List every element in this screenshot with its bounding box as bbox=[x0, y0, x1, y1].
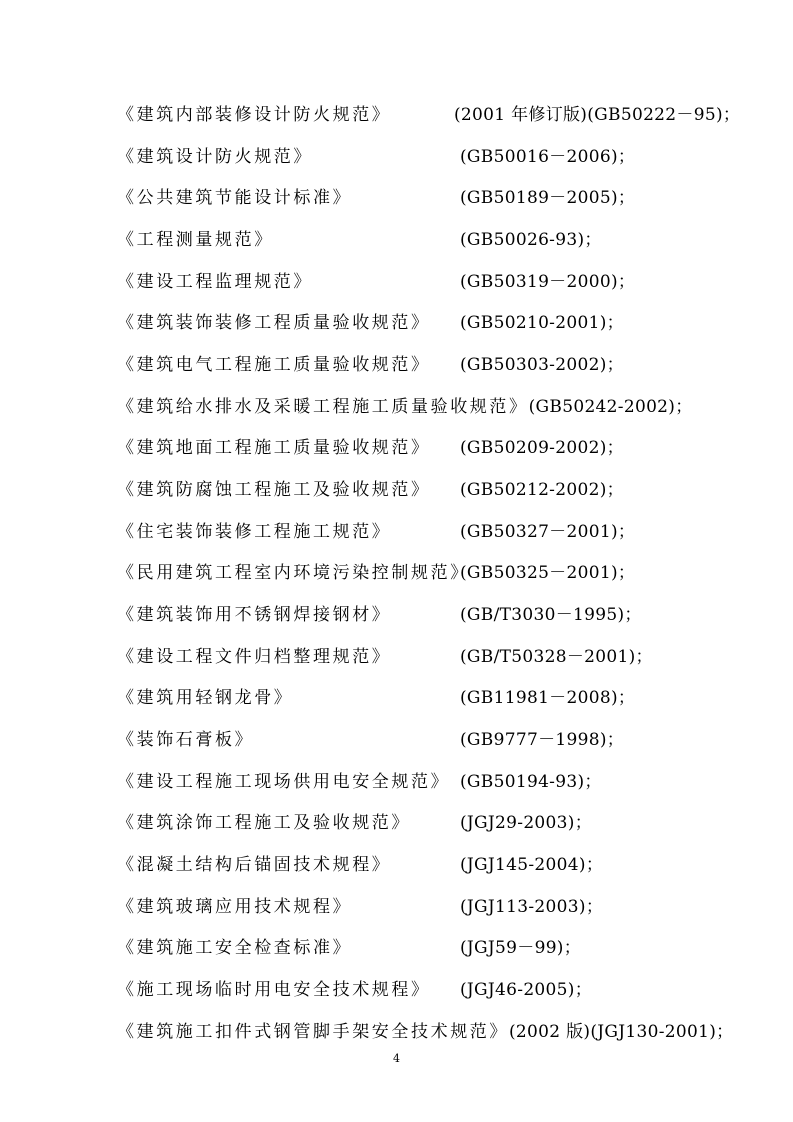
regulation-line bbox=[117, 642, 653, 672]
regulation-title: 《建筑装饰用不锈钢焊接钢材》 bbox=[117, 605, 392, 625]
regulation-code: (GB50026-93)； bbox=[460, 230, 602, 250]
regulation-line bbox=[117, 142, 636, 172]
regulation-code: (JGJ29-2003)； bbox=[460, 813, 593, 833]
regulation-code: (GB50209-2002)； bbox=[460, 438, 624, 458]
regulation-code: (GB50327－2001)； bbox=[460, 522, 636, 542]
regulation-title: 《建筑内部装修设计防火规范》 bbox=[117, 105, 392, 125]
regulation-title: 《建筑施工安全检查标准》 bbox=[117, 938, 353, 958]
regulation-line bbox=[117, 517, 636, 547]
regulation-title: 《建设工程监理规范》 bbox=[117, 272, 313, 292]
regulation-line bbox=[117, 725, 625, 755]
regulation-title: 《住宅装饰装修工程施工规范》 bbox=[117, 522, 392, 542]
regulation-title: 《民用建筑工程室内环境污染控制规范》 bbox=[117, 563, 470, 583]
regulation-title: 《建筑防腐蚀工程施工及验收规范》 bbox=[117, 480, 431, 500]
regulation-code: (2002 版)(JGJ130-2001)； bbox=[509, 1022, 734, 1042]
regulation-title: 《装饰石膏板》 bbox=[117, 730, 255, 750]
regulation-line bbox=[117, 392, 693, 422]
regulation-code: (GB9777－1998)； bbox=[460, 730, 625, 750]
regulation-line bbox=[117, 933, 582, 963]
regulation-title: 《建筑给水排水及采暖工程施工质量验收规范》 bbox=[117, 397, 529, 417]
regulation-line bbox=[117, 683, 636, 713]
regulation-line bbox=[117, 558, 636, 588]
regulation-title: 《工程测量规范》 bbox=[117, 230, 274, 250]
regulation-code: (JGJ46-2005)； bbox=[460, 980, 593, 1000]
regulation-code: (GB50303-2002)； bbox=[460, 355, 624, 375]
regulation-title: 《施工现场临时用电安全技术规程》 bbox=[117, 980, 431, 1000]
regulation-line bbox=[117, 767, 602, 797]
regulation-line bbox=[117, 1017, 733, 1047]
regulation-line bbox=[117, 225, 602, 255]
regulation-code: (GB50210-2001)； bbox=[460, 313, 624, 333]
page-number: 4 bbox=[393, 1052, 400, 1065]
regulation-title: 《混凝土结构后锚固技术规程》 bbox=[117, 855, 392, 875]
regulation-line bbox=[117, 183, 636, 213]
regulation-code: (GB/T50328－2001)； bbox=[460, 647, 653, 667]
regulation-code: (GB50242-2002)； bbox=[528, 397, 693, 417]
regulation-code: (JGJ145-2004)； bbox=[460, 855, 604, 875]
regulation-code: (GB50016－2006)； bbox=[460, 147, 636, 167]
regulation-code: (GB50319－2000)； bbox=[460, 272, 636, 292]
regulation-line bbox=[117, 808, 593, 838]
regulation-line bbox=[117, 600, 642, 630]
regulation-line bbox=[117, 308, 624, 338]
regulation-line bbox=[117, 850, 604, 880]
regulation-title: 《建筑玻璃应用技术规程》 bbox=[117, 897, 353, 917]
regulation-code: (GB/T3030－1995)； bbox=[460, 605, 642, 625]
regulation-code: (GB50212-2002)； bbox=[460, 480, 624, 500]
regulation-title: 《建筑装饰装修工程质量验收规范》 bbox=[117, 313, 431, 333]
regulation-title: 《公共建筑节能设计标准》 bbox=[117, 188, 353, 208]
regulation-title: 《建筑施工扣件式钢管脚手架安全技术规范》 bbox=[117, 1022, 509, 1042]
regulation-line bbox=[117, 267, 636, 297]
regulation-title: 《建筑设计防火规范》 bbox=[117, 147, 313, 167]
regulation-line bbox=[117, 350, 624, 380]
regulation-code: (GB50189－2005)； bbox=[460, 188, 636, 208]
regulation-line bbox=[117, 100, 741, 130]
regulation-code: (GB50325－2001)； bbox=[460, 563, 636, 583]
regulation-title: 《建筑电气工程施工质量验收规范》 bbox=[117, 355, 431, 375]
regulation-code: (JGJ113-2003)； bbox=[460, 897, 604, 917]
regulation-line bbox=[117, 433, 624, 463]
regulation-line bbox=[117, 975, 593, 1005]
regulation-code: (2001 年修订版)(GB50222－95)； bbox=[454, 105, 741, 125]
regulation-code: (JGJ59－99)； bbox=[460, 938, 582, 958]
regulation-line bbox=[117, 475, 624, 505]
regulation-title: 《建设工程文件归档整理规范》 bbox=[117, 647, 392, 667]
regulation-title: 《建筑用轻钢龙骨》 bbox=[117, 688, 294, 708]
regulation-code: (GB50194-93)； bbox=[460, 772, 602, 792]
regulation-title: 《建筑涂饰工程施工及验收规范》 bbox=[117, 813, 411, 833]
regulation-title: 《建筑地面工程施工质量验收规范》 bbox=[117, 438, 431, 458]
regulation-line bbox=[117, 892, 604, 922]
regulation-code: (GB11981－2008)； bbox=[460, 688, 636, 708]
regulation-title: 《建设工程施工现场供用电安全规范》 bbox=[117, 772, 451, 792]
